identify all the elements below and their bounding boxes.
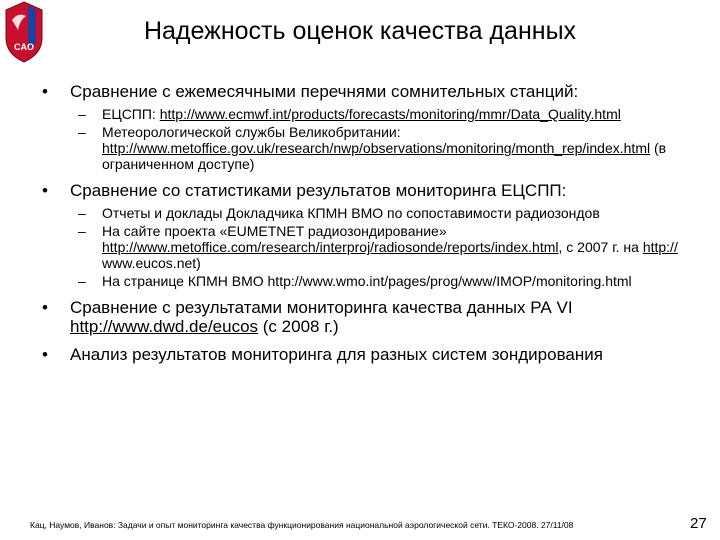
sub-bullet-item <box>78 273 682 289</box>
sub-bullet-text: (в ограниченном доступе) <box>102 140 667 172</box>
bullet-marker: • <box>42 181 48 200</box>
sub-bullet-text: , с 2007 г. на <box>558 239 643 255</box>
bullet-text: (с 2008 г.) <box>258 317 339 336</box>
sub-bullet-item <box>78 205 682 221</box>
bullet-text: Сравнение со статистиками результатов мониторинга ЕЦСПП: <box>70 181 567 200</box>
sub-bullet-link[interactable]: http://www.ecmwf.int/products/forecasts/monitoring/mmr/Data_Quality.html <box>159 106 621 122</box>
bullet-text: Сравнение с ежемесячными перечнями сомнительных станций: <box>70 82 579 101</box>
bullet-item <box>42 298 700 336</box>
sub-bullet-item <box>78 124 682 172</box>
sub-bullet-text: www.eucos.net) <box>102 255 201 271</box>
sub-bullet-text: На странице КПМН ВМО http://www.wmo.int/pages/prog/www/IMOP/monitoring.html <box>102 273 632 289</box>
logo-text: CAO <box>14 42 34 52</box>
sub-bullet-item <box>78 223 682 271</box>
sub-bullet-text: Отчеты и доклады Докладчика КПМН ВМО по сопоставимости радиозондов <box>102 205 600 221</box>
page-number: 27 <box>690 515 707 532</box>
slide-title: Надежность оценок качества данных <box>143 17 577 45</box>
sub-bullet-text: ЕЦСПП: <box>102 106 160 122</box>
bullet-item <box>42 345 700 364</box>
sub-bullet-text: На сайте проекта «EUMETNET радиозондирование» <box>102 223 447 239</box>
bullet-item <box>42 82 700 101</box>
sub-bullet-link[interactable]: http://www.metoffice.com/research/interproj/radiosonde/reports/index.html <box>102 239 559 255</box>
sub-bullet-marker: – <box>78 124 86 140</box>
sub-bullet-marker: – <box>78 273 86 289</box>
bullet-marker: • <box>42 82 48 101</box>
sub-bullet-marker: – <box>78 223 86 239</box>
bullet-text: Сравнение с результатами мониторинга качества данных РА VI <box>70 298 573 317</box>
bullet-marker: • <box>42 298 48 317</box>
sub-bullet-text: Метеорологической службы Великобритании: <box>102 124 401 140</box>
bullet-text: Анализ результатов мониторинга для разных систем зондирования <box>70 345 603 364</box>
sub-bullet-marker: – <box>78 106 86 122</box>
bullet-marker: • <box>42 345 48 364</box>
bullet-link[interactable]: http://www.dwd.de/eucos <box>70 317 259 336</box>
bullet-item <box>42 181 700 200</box>
sub-bullet-marker: – <box>78 205 86 221</box>
sub-bullet-link[interactable]: http:// <box>642 239 678 255</box>
slide-content <box>0 82 720 364</box>
footer-citation: Кац, Наумов, Иванов: Задачи и опыт мониторинга качества функционирования национальной аэрологической сети. ТЕКО-2008. 27/11/08 <box>30 520 574 530</box>
sub-bullet-item <box>78 106 682 122</box>
sub-bullet-link[interactable]: http://www.metoffice.gov.uk/research/nwp/observations/monitoring/month_rep/index.html <box>102 140 651 156</box>
